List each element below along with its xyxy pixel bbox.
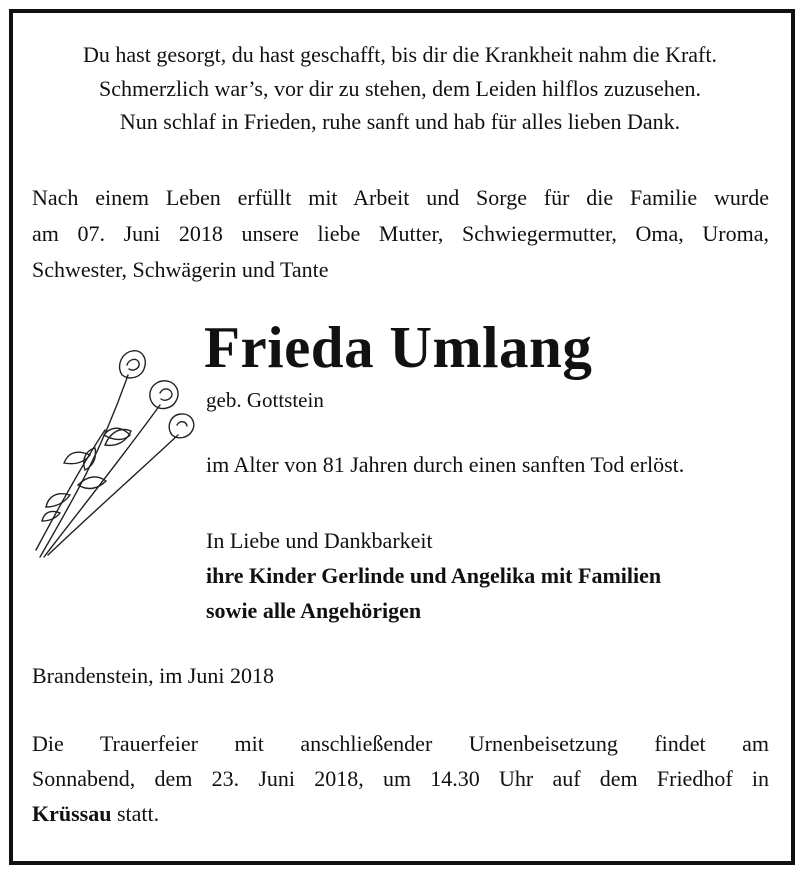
maiden-name: geb. Gottstein <box>206 388 324 412</box>
intro-line: am 07. Juni 2018 unsere liebe Mutter, Schwiegermutter, Oma, Uroma, <box>32 221 769 246</box>
intro-line: Nach einem Leben erfüllt mit Arbeit und Sorge für die Familie wurde <box>32 185 769 210</box>
place-date: Brandenstein, im Juni 2018 <box>32 663 274 688</box>
service-suffix: statt. <box>111 801 160 826</box>
service-line: Die Trauerfeier mit anschließender Urnenbeisetzung findet am <box>32 731 769 756</box>
service-location: Krüssau <box>32 801 112 826</box>
service-info <box>32 726 769 831</box>
verse-line: Du hast gesorgt, du hast geschafft, bis dir die Krankheit nahm die Kraft. <box>83 42 717 67</box>
verse-line: Nun schlaf in Frieden, ruhe sanft und hab für alles lieben Dank. <box>119 109 681 134</box>
service-line: Sonnabend, dem 23. Juni 2018, um 14.30 Uhr auf dem Friedhof in <box>32 766 769 791</box>
closing-greeting: In Liebe und Dankbarkeit <box>206 528 433 553</box>
age-text: im Alter von 81 Jahren durch einen sanften Tod erlöst. <box>206 452 685 477</box>
service-line <box>32 796 769 831</box>
verse-line: Schmerzlich war’s, vor dir zu stehen, dem Leiden hilflos zuzusehen. <box>99 75 701 101</box>
family-line: ihre Kinder Gerlinde und Angelika mit Familien <box>206 563 662 588</box>
intro-text <box>32 180 769 288</box>
family-line: sowie alle Angehörigen <box>206 598 422 623</box>
closing <box>206 523 661 628</box>
roses-icon <box>30 335 200 560</box>
intro-line: Schwester, Schwägerin und Tante <box>32 257 329 282</box>
verse <box>0 38 800 139</box>
deceased-name: Frieda Umlang <box>204 314 593 380</box>
